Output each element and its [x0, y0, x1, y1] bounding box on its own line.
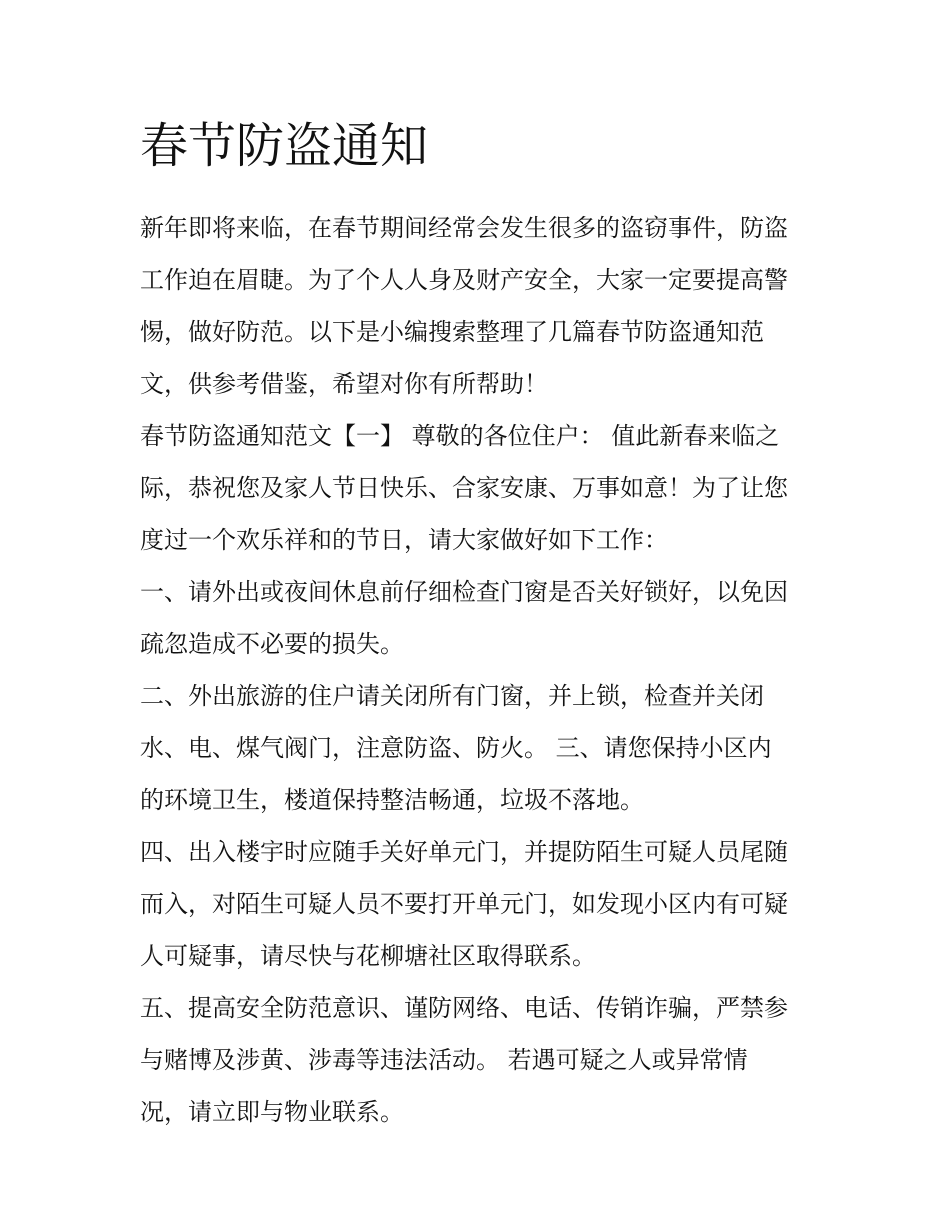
document-title: 春节防盗通知 — [140, 118, 429, 174]
text-line: 水、电、煤气阀门，注意防盗、防火。 三、请您保持小区内 — [140, 734, 772, 762]
text-line: 疏忽造成不必要的损失。 — [140, 630, 404, 658]
text-line: 人可疑事，请尽快与花柳塘社区取得联系。 — [140, 942, 596, 970]
paragraph-item-four — [140, 826, 820, 982]
text-line: 新年即将来临，在春节期间经常会发生很多的盗窃事件，防盗 — [140, 214, 788, 242]
text-line: 五、提高安全防范意识、谨防网络、电话、传销诈骗，严禁参 — [140, 994, 788, 1022]
text-line: 况，请立即与物业联系。 — [140, 1098, 404, 1126]
text-line: 工作迫在眉睫。为了个人人身及财产安全，大家一定要提高警 — [140, 266, 788, 294]
text-line: 春节防盗通知范文【一】 尊敬的各位住户： 值此新春来临之 — [140, 422, 780, 450]
text-line: 惕，做好防范。以下是小编搜索整理了几篇春节防盗通知范 — [140, 318, 764, 346]
text-line: 度过一个欢乐祥和的节日，请大家做好如下工作： — [140, 526, 668, 554]
document-body — [140, 202, 820, 1138]
paragraph-item-one — [140, 566, 820, 670]
text-line: 与赌博及涉黄、涉毒等违法活动。 若遇可疑之人或异常情 — [140, 1046, 748, 1074]
text-line: 一、请外出或夜间休息前仔细检查门窗是否关好锁好，以免因 — [140, 578, 788, 606]
paragraph-intro — [140, 202, 820, 410]
text-line: 际，恭祝您及家人节日快乐、合家安康、万事如意！为了让您 — [140, 474, 788, 502]
paragraph-item-five — [140, 982, 820, 1138]
text-line: 而入，对陌生可疑人员不要打开单元门，如发现小区内有可疑 — [140, 890, 788, 918]
text-line: 二、外出旅游的住户请关闭所有门窗，并上锁，检查并关闭 — [140, 682, 764, 710]
text-line: 四、出入楼宇时应随手关好单元门，并提防陌生可疑人员尾随 — [140, 838, 788, 866]
text-line: 的环境卫生，楼道保持整洁畅通，垃圾不落地。 — [140, 786, 644, 814]
paragraph-greeting — [140, 410, 820, 566]
document-page — [140, 112, 820, 1138]
paragraph-item-two-three — [140, 670, 820, 826]
text-line: 文，供参考借鉴，希望对你有所帮助！ — [140, 370, 548, 398]
